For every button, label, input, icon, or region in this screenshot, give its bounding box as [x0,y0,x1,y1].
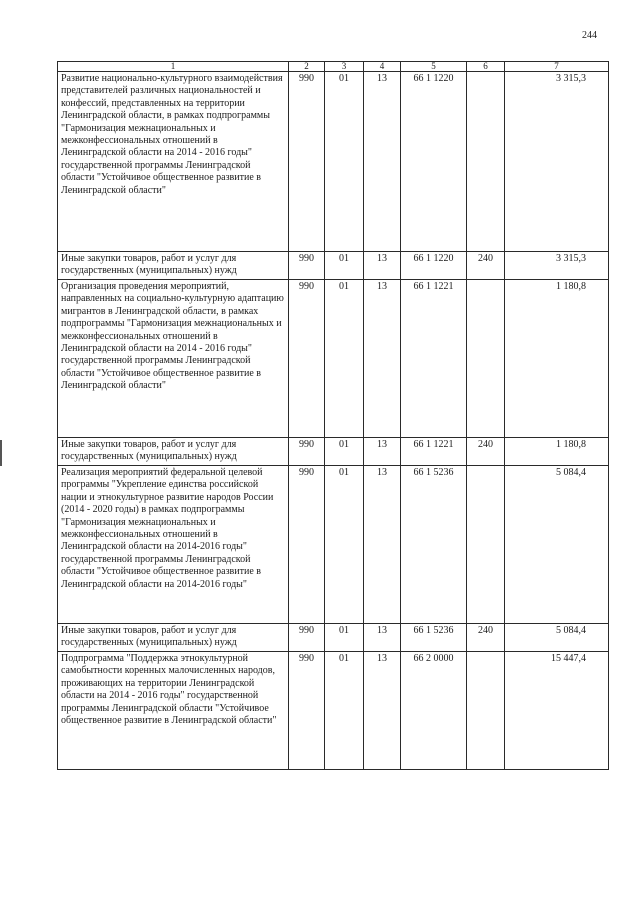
column-header: 4 [364,62,401,72]
cell-section: 01 [325,280,364,438]
cell-subsection: 13 [364,72,401,252]
cell-subsection: 13 [364,252,401,280]
budget-table [57,61,609,770]
cell-ministry: 990 [289,280,325,438]
row-description: Развитие национально-культурного взаимодействия представителей различных национальностей и конфессий, представленных на территории Ленинградской области, в рамках подпрограммы "Гармонизация межнациональных и межконфессиональных отношений в Ленинградской области на 2014 - 2016 годы" государственной программы Ленинградской области "Устойчивое общественное развитие в Ленинградской области" [58,72,289,252]
row-description: Подпрограмма "Поддержка этнокультурной самобытности коренных малочисленных народов, проживающих на территории Ленинградской области на 2014 - 2016 годы" государственной программы Ленинградской области "Устойчивое общественное развитие в Ленинградской области" [58,652,289,770]
row-description: Иные закупки товаров, работ и услуг для государственных (муниципальных) нужд [58,624,289,652]
cell-ministry: 990 [289,72,325,252]
cell-expense-type [467,466,505,624]
cell-section: 01 [325,252,364,280]
cell-amount: 1 180,8 [505,280,609,438]
row-description: Реализация мероприятий федеральной целевой программы "Укрепление единства российской нации и этнокультурное развитие народов России (2014 - 2020 годы) в рамках подпрограммы "Гармонизация межнациональных и межконфессиональных отношений в Ленинградской области на 2014-2016 годы" государственной программы Ленинградской области "Устойчивое общественное развитие в Ленинградской области на 2014-2016 годы" [58,466,289,624]
cell-section: 01 [325,624,364,652]
cell-subsection: 13 [364,624,401,652]
cell-ministry: 990 [289,466,325,624]
cell-ministry: 990 [289,438,325,466]
scan-edge-mark [0,440,2,466]
cell-target-article: 66 1 1221 [401,438,467,466]
table-row [58,438,609,466]
cell-subsection: 13 [364,466,401,624]
table-row [58,252,609,280]
table-row [58,280,609,438]
row-description: Иные закупки товаров, работ и услуг для государственных (муниципальных) нужд [58,438,289,466]
column-header: 6 [467,62,505,72]
cell-target-article: 66 1 5236 [401,466,467,624]
row-description: Иные закупки товаров, работ и услуг для государственных (муниципальных) нужд [58,252,289,280]
table-row [58,624,609,652]
cell-amount: 15 447,4 [505,652,609,770]
cell-subsection: 13 [364,438,401,466]
column-header: 1 [58,62,289,72]
column-header: 7 [505,62,609,72]
cell-amount: 3 315,3 [505,72,609,252]
table-row [58,466,609,624]
cell-target-article: 66 1 1220 [401,72,467,252]
column-header: 5 [401,62,467,72]
cell-section: 01 [325,466,364,624]
cell-target-article: 66 1 1220 [401,252,467,280]
row-description: Организация проведения мероприятий, направленных на социально-культурную адаптацию мигрантов в Ленинградской области, в рамках подпрограммы "Гармонизация межнациональных и межконфессиональных отношений в Ленинградской области на 2014 - 2016 годы" государственной программы Ленинградской области "Устойчивое общественное развитие в Ленинградской области" [58,280,289,438]
column-header: 3 [325,62,364,72]
cell-section: 01 [325,438,364,466]
column-header: 2 [289,62,325,72]
cell-ministry: 990 [289,652,325,770]
table-row [58,652,609,770]
cell-subsection: 13 [364,652,401,770]
cell-subsection: 13 [364,280,401,438]
cell-section: 01 [325,72,364,252]
cell-expense-type: 240 [467,252,505,280]
page-number: 244 [582,30,597,41]
cell-target-article: 66 1 5236 [401,624,467,652]
cell-target-article: 66 1 1221 [401,280,467,438]
cell-amount: 5 084,4 [505,624,609,652]
cell-target-article: 66 2 0000 [401,652,467,770]
table-row [58,72,609,252]
cell-ministry: 990 [289,624,325,652]
cell-expense-type: 240 [467,624,505,652]
cell-ministry: 990 [289,252,325,280]
cell-expense-type [467,280,505,438]
column-number-row [58,62,609,72]
cell-amount: 3 315,3 [505,252,609,280]
cell-expense-type [467,652,505,770]
cell-expense-type: 240 [467,438,505,466]
cell-section: 01 [325,652,364,770]
cell-amount: 1 180,8 [505,438,609,466]
cell-amount: 5 084,4 [505,466,609,624]
cell-expense-type [467,72,505,252]
